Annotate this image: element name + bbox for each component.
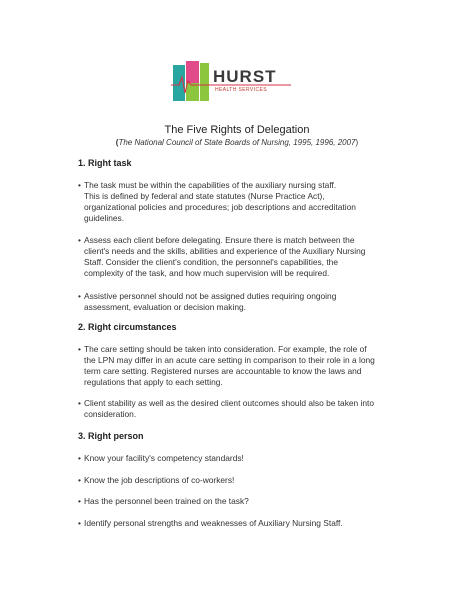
logo-green-bar <box>200 63 209 101</box>
bullet-item <box>78 235 408 279</box>
bullet-dot-icon: • <box>78 344 81 354</box>
bullet-dot-icon: • <box>78 291 81 301</box>
bullet-line: regulations that apply to each setting. <box>84 377 223 387</box>
bullet-line: This is defined by federal and state statutes (Nurse Practice Act), <box>84 191 325 201</box>
bullet-line <box>78 453 408 464</box>
bullet-line <box>78 475 408 486</box>
bullet-text: Has the personnel been trained on the task? <box>84 496 249 506</box>
bullet-item <box>78 453 408 464</box>
document-title: The Five Rights of Delegation <box>164 124 310 136</box>
bullet-line: guidelines. <box>84 213 125 223</box>
bullet-text: Assess each client before delegating. Ensure there is match between the <box>84 235 355 245</box>
logo-green-block <box>186 83 199 101</box>
bullet-line <box>78 344 408 355</box>
bullet-line: assessment, evaluation or decision making. <box>84 302 246 312</box>
bullet-item <box>78 291 408 313</box>
section-heading-right-person: 3. Right person <box>78 431 144 441</box>
bullet-line <box>78 496 408 507</box>
bullet-line: complexity of the task, and how much supervision will be required. <box>84 268 330 278</box>
bullet-dot-icon: • <box>78 518 81 528</box>
bullet-text: Know the job descriptions of co-workers! <box>84 475 235 485</box>
subtitle-close-paren: ) <box>355 138 359 147</box>
bullet-line <box>78 291 408 302</box>
bullet-text: Know your facility's competency standards! <box>84 453 244 463</box>
bullet-dot-icon: • <box>78 496 81 506</box>
bullet-line: client's needs and the skills, abilities and experience of the Auxiliary Nursing <box>84 246 366 256</box>
bullet-line: organizational policies and procedures; job descriptions and accreditation <box>84 202 356 212</box>
bullet-item <box>78 475 408 486</box>
bullet-line <box>78 518 408 529</box>
logo-subtitle: HEALTH SERVICES <box>215 87 267 93</box>
bullet-line: term care setting. Registered nurses are accountable to know the laws and <box>84 366 362 376</box>
bullet-item <box>78 398 408 420</box>
subtitle-open-paren: ( <box>115 138 119 147</box>
bullet-item <box>78 344 408 388</box>
bullet-text: Identify personal strengths and weaknesses of Auxiliary Nursing Staff. <box>84 518 343 528</box>
subtitle-citation: The National Council of State Boards of Nursing, 1995, 1996, 2007 <box>118 138 356 147</box>
bullet-text: Assistive personnel should not be assigned duties requiring ongoing <box>84 291 337 301</box>
bullet-text: The task must be within the capabilities of the auxiliary nursing staff. <box>84 180 337 190</box>
logo-wordmark: HURST <box>213 67 277 86</box>
bullet-dot-icon: • <box>78 398 81 408</box>
section-heading-right-task: 1. Right task <box>78 158 132 168</box>
bullet-line: the LPN may differ in an acute care setting in comparison to their role in a long <box>84 355 375 365</box>
bullet-item <box>78 518 408 529</box>
bullet-line <box>78 235 408 246</box>
section-heading-right-circumstances: 2. Right circumstances <box>78 322 177 332</box>
bullet-dot-icon: • <box>78 235 81 245</box>
bullet-item <box>78 180 408 224</box>
bullet-dot-icon: • <box>78 475 81 485</box>
hurst-logo <box>171 59 291 105</box>
document-subtitle <box>0 138 474 147</box>
bullet-line <box>78 398 408 409</box>
bullet-line: consideration. <box>84 409 137 419</box>
bullet-text: Client stability as well as the desired client outcomes should also be taken into <box>84 398 375 408</box>
bullet-dot-icon: • <box>78 180 81 190</box>
bullet-text: The care setting should be taken into consideration. For example, the role of <box>84 344 367 354</box>
bullet-line <box>78 180 408 191</box>
bullet-item <box>78 496 408 507</box>
bullet-line: Staff. Consider the client's condition, the personnel's capabilities, the <box>84 257 338 267</box>
bullet-dot-icon: • <box>78 453 81 463</box>
